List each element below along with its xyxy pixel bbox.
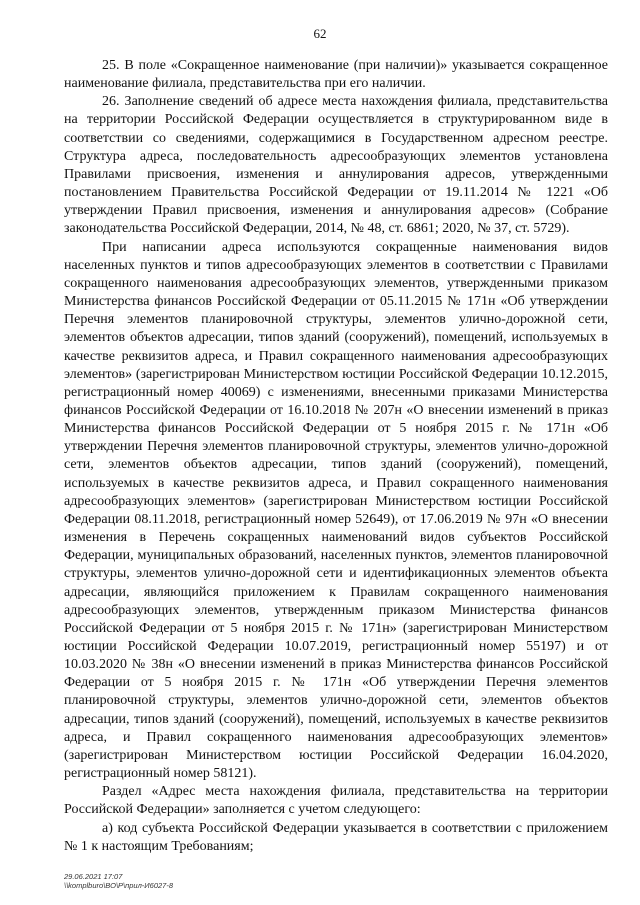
footer-date: 29.06.2021 17:07 xyxy=(64,872,123,881)
list-item-a: а) код субъекта Российской Федерации указывается в соответствии с приложением № 1 к настоящим Требованиям; xyxy=(64,820,608,854)
document-body xyxy=(64,57,608,856)
footer-file-path: \\komplburo\ВО\Р\прил-И6027-8 xyxy=(64,881,174,890)
paragraph-address-section: Раздел «Адрес места нахождения филиала, представительства на территории Российской Федерации» заполняется с учетом следующего: xyxy=(64,784,608,818)
document-footer xyxy=(64,872,173,890)
paragraph-26: 26. Заполнение сведений об адресе места нахождения филиала, представительства на территории Российской Федерации осуществляется в структурированном виде в соответствии со сведениями, содержащимися в Государственном адресном реестре. Структура адреса, последовательность адресообразующих элементов установлена Правилами присвоения, изменения и аннулирования адресов, утвержденными постановлением Правительства Российской Федерации от 19.11.2014 № 1221 «Об утверждении Правил присвоения, изменения и аннулирования адресов» (Собрание законодательства Российской Федерации, 2014, № 48, ст. 6861; 2020, № 37, ст. 5729). xyxy=(64,94,608,237)
paragraph-25: 25. В поле «Сокращенное наименование (при наличии)» указывается сокращенное наименование филиала, представительства при его наличии. xyxy=(64,58,608,92)
paragraph-abbreviations: При написании адреса используются сокращенные наименования видов населенных пунктов и типов адресообразующих элементов в соответствии с Правилами сокращенного наименования адресообразующих элементов, утвержденными приказом Министерства финансов Российской Федерации от 05.11.2015 № 171н «Об утверждении Перечня элементов планировочной структуры, элементов улично-дорожной сети, элементов объектов адресации, типов зданий (сооружений), помещений, используемых в качестве реквизитов адреса, и Правил сокращенного наименования адресообразующих элементов» (зарегистрирован Министерством юстиции Российской Федерации 10.12.2015, регистрационный номер 40069) с изменениями, внесенными приказами Министерства финансов Российской Федерации от 16.10.2018 № 207н «О внесении изменений в приказ Министерства финансов Российской Федерации от 5 ноября 2015 г. № 171н «Об утверждении Перечня элементов планировочной структуры, элементов улично-дорожной сети, элементов объектов адресации, типов зданий (сооружений), помещений, используемых в качестве реквизитов адреса, и Правил сокращенного наименования адресообразующих элементов» (зарегистрирован Министерством юстиции Российской Федерации 08.11.2018, регистрационный номер 52649), от 17.06.2019 № 97н «О внесении изменения в Перечень сокращенных наименований видов субъектов Российской Федерации, муниципальных образований, населенных пунктов, элементов планировочной структуры, элементов улично-дорожной сети и идентификационных элементов объекта адресации, являющийся приложением к Правилам сокращенного наименования адресообразующих элементов, утвержденным приказом Министерства финансов Российской Федерации от 5 ноября 2015 г. № 171н» (зарегистрирован Министерством юстиции Российской Федерации 10.07.2019, регистрационный номер 55197) и от 10.03.2020 № 38н «О внесении изменений в приказ Министерства финансов Российской Федерации от 5 ноября 2015 г. № 171н «Об утверждении Перечня элементов планировочной структуры, элементов улично-дорожной сети, элементов объектов адресации, типов зданий (сооружений), помещений, используемых в качестве реквизитов адреса, и Правил сокращенного наименования адресообразующих элементов» (зарегистрирован Министерством юстиции Российской Федерации 16.04.2020, регистрационный номер 58121). xyxy=(64,239,608,782)
page-number: 62 xyxy=(313,26,327,41)
